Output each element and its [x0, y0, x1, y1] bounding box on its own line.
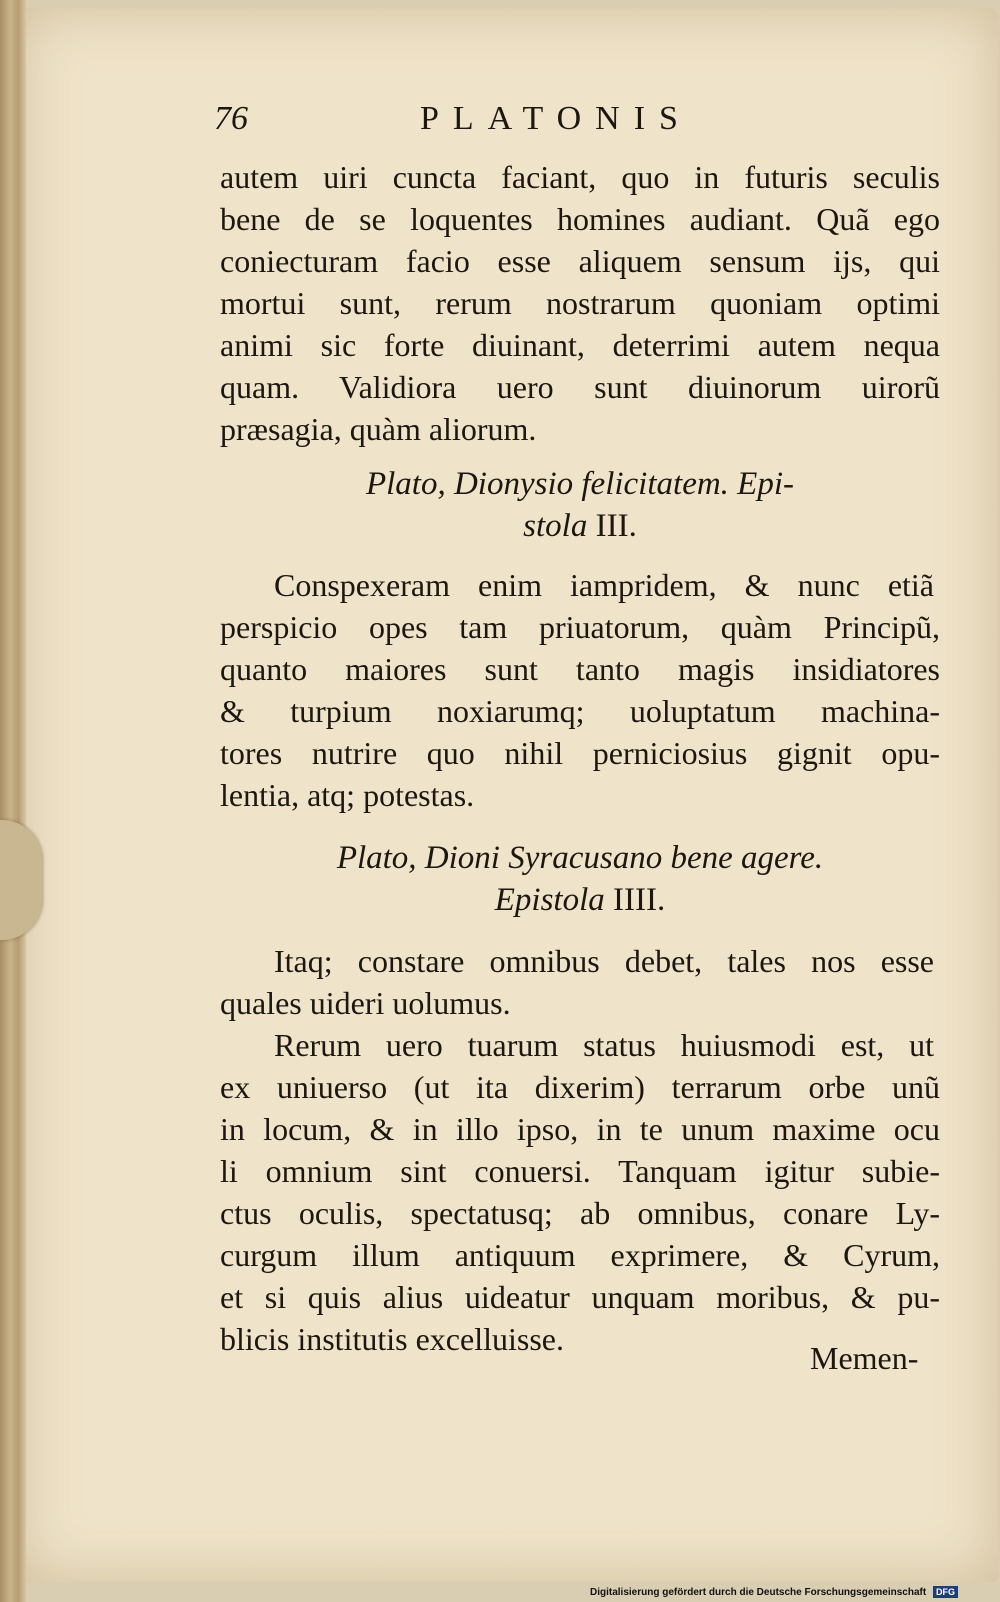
text-line: coniecturam facio esse aliquem sensum ijs, qui: [220, 243, 940, 279]
catchword: Memen-: [810, 1340, 919, 1376]
text-line: præsagia, quàm aliorum.: [220, 411, 537, 447]
text-line: li omnium sint conuersi. Tanquam igitur subie-: [220, 1153, 940, 1189]
epistle-heading: Plato, Dionysio felicitatem. Epi-: [365, 466, 794, 502]
text-line: blicis institutis excelluisse.: [220, 1321, 564, 1357]
text-line: lentia, atq; potestas.: [220, 777, 475, 813]
text-line: animi sic forte diuinant, deterrimi autem nequa: [220, 327, 940, 363]
epistle-label: Epistola: [494, 882, 605, 918]
text-line: quales uideri uolumus.: [220, 985, 511, 1021]
book-gutter: [0, 0, 26, 1602]
epistle-number: IIII.: [613, 882, 666, 918]
text-line: Conspexeram enim iampridem, & nunc etiã: [274, 567, 934, 603]
text-line: quam. Validiora uero sunt diuinorum uirorũ: [220, 369, 940, 405]
text-line: & turpium noxiarumq; uoluptatum machina-: [220, 693, 940, 729]
text-line: Itaq; constare omnibus debet, tales nos esse: [274, 943, 934, 979]
epistle-heading-line2: [220, 882, 940, 919]
epistle-heading: Plato, Dioni Syracusano bene agere.: [336, 840, 824, 876]
dfg-logo: DFG: [933, 1586, 958, 1598]
epistle-number: III.: [595, 508, 637, 544]
text-line: Rerum uero tuarum status huiusmodi est, ut: [274, 1027, 934, 1063]
epistle-label: stola: [523, 508, 588, 544]
epistle-heading-line2: [220, 508, 940, 545]
text-line: ctus oculis, spectatusq; ab omnibus, conare Ly-: [220, 1195, 940, 1231]
text-line: curgum illum antiquum exprimere, & Cyrum,: [220, 1237, 940, 1273]
footer-text: Digitalisierung gefördert durch die Deutsche Forschungsgemeinschaft: [590, 1587, 927, 1598]
text-line: in locum, & in illo ipso, in te unum maxime ocu: [220, 1111, 940, 1147]
text-line: autem uiri cuncta faciant, quo in futuris seculis: [220, 159, 940, 195]
text-line: quanto maiores sunt tanto magis insidiatores: [220, 651, 940, 687]
running-head: PLATONIS: [420, 100, 692, 137]
text-line: tores nutrire quo nihil perniciosius gignit opu-: [220, 735, 940, 771]
text-line: et si quis alius uideatur unquam moribus, & pu-: [220, 1279, 940, 1315]
text-line: mortui sunt, rerum nostrarum quoniam optimi: [220, 285, 940, 321]
page-number: 76: [214, 100, 248, 137]
text-line: ex uniuerso (ut ita dixerim) terrarum orbe unũ: [220, 1069, 940, 1105]
digitization-footer: [590, 1586, 958, 1598]
text-line: bene de se loquentes homines audiant. Quã ego: [220, 201, 940, 237]
text-line: perspicio opes tam priuatorum, quàm Principũ,: [220, 609, 940, 645]
